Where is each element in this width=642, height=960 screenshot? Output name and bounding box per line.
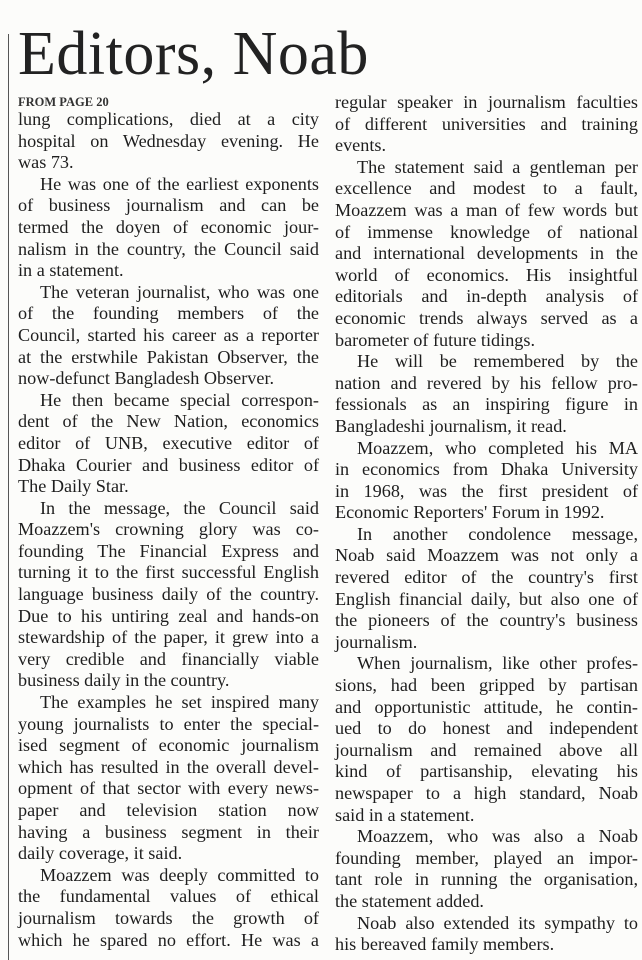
text-line: excellence and modest to a fault, bbox=[335, 178, 638, 199]
text-line: turning it to the first successful English bbox=[18, 562, 319, 583]
article-column-2 bbox=[335, 92, 638, 956]
text-line: revered editor of the country's first bbox=[335, 567, 638, 588]
article-paragraph bbox=[335, 92, 638, 157]
text-line: Moazzem, who was also a Noab bbox=[357, 826, 638, 847]
text-line: He was one of the earliest exponents bbox=[40, 173, 319, 194]
text-line: regular speaker in journalism faculties bbox=[335, 92, 638, 112]
text-line: Noab also extended its sympathy to bbox=[357, 912, 638, 933]
text-line: Bangladeshi journalism, it read. bbox=[335, 415, 567, 436]
text-line: Due to his untiring zeal and hands-on bbox=[18, 605, 319, 626]
text-line: In another condolence message, bbox=[357, 523, 638, 544]
article-paragraph bbox=[335, 351, 638, 437]
article-paragraph bbox=[335, 826, 638, 912]
article-paragraph bbox=[18, 174, 319, 282]
text-line: hospital on Wednesday evening. He bbox=[18, 130, 319, 151]
text-line: In the message, the Council said bbox=[40, 497, 319, 518]
text-line: tant role in running the organisation, bbox=[335, 869, 638, 890]
text-line: in 1968, was the first president of bbox=[335, 480, 638, 501]
text-line: events. bbox=[335, 135, 387, 156]
text-line: The statement said a gentleman per bbox=[357, 156, 638, 177]
text-line: nation and revered by his fellow pro- bbox=[335, 372, 638, 393]
text-line: Dhaka Courier and business editor of bbox=[18, 454, 319, 475]
text-line: Noab said Moazzem was not only a bbox=[335, 545, 638, 566]
article-paragraph bbox=[335, 913, 638, 956]
text-line: daily coverage, it said. bbox=[18, 843, 183, 864]
text-line: newspaper to a high standard, Noab bbox=[335, 783, 638, 803]
text-line: of the founding members of the bbox=[18, 303, 319, 324]
article-paragraph bbox=[18, 282, 319, 390]
article-paragraph bbox=[18, 865, 319, 951]
text-line: Council, started his career as a reporter bbox=[18, 324, 319, 345]
text-line: now-defunct Bangladesh Observer. bbox=[18, 368, 275, 389]
text-line: in economics from Dhaka University bbox=[335, 459, 638, 480]
text-line: Moazzem, who completed his MA bbox=[357, 437, 638, 458]
text-line: editorials and in-depth analysis of bbox=[335, 286, 638, 307]
text-line: He will be remembered by the bbox=[357, 351, 638, 372]
text-line: the fundamental values of ethical bbox=[18, 886, 319, 907]
article-paragraph bbox=[18, 109, 319, 174]
text-line: Moazzem was a man of few words but bbox=[335, 199, 638, 220]
text-line: the statement added. bbox=[335, 890, 484, 911]
text-line: lung complications, died at a city bbox=[18, 109, 319, 129]
text-line: of business journalism and can be bbox=[18, 195, 319, 216]
text-line: in a statement. bbox=[18, 260, 124, 281]
text-line: He then became special correspon- bbox=[40, 389, 319, 410]
text-line: having a business segment in their bbox=[18, 821, 319, 842]
article-paragraph bbox=[335, 438, 638, 524]
text-line: of immense knowledge of national bbox=[335, 221, 638, 242]
text-line: at the erstwhile Pakistan Observer, the bbox=[18, 346, 319, 367]
text-line: editor of UNB, executive editor of bbox=[18, 432, 319, 453]
text-line: kind of partisanship, elevating his bbox=[335, 761, 638, 782]
text-line: The examples he set inspired many bbox=[40, 692, 319, 713]
continued-from-label: FROM PAGE 20 bbox=[18, 95, 109, 109]
text-line: journalism. bbox=[335, 631, 418, 652]
text-line: The veteran journalist, who was one bbox=[40, 281, 319, 302]
article-paragraph bbox=[335, 524, 638, 654]
text-line: When journalism, like other profes- bbox=[357, 653, 638, 674]
text-line: economic trends always served as a bbox=[335, 307, 638, 328]
text-line: young journalists to enter the special- bbox=[18, 713, 319, 734]
text-line: world of economics. His insightful bbox=[335, 264, 638, 285]
text-line: founding The Financial Express and bbox=[18, 540, 319, 561]
text-line: Economic Reporters' Forum in 1992. bbox=[335, 502, 605, 523]
text-line: the pioneers of the country's business bbox=[335, 610, 638, 631]
text-line: ised segment of economic journalism bbox=[18, 735, 319, 756]
text-line: English financial daily, but also one of bbox=[335, 588, 638, 609]
text-line: dent of the New Nation, economics bbox=[18, 411, 319, 432]
article-paragraph bbox=[18, 692, 319, 865]
text-line: sions, had been gripped by partisan bbox=[335, 675, 638, 696]
text-line: very credible and financially viable bbox=[18, 648, 319, 669]
text-line: his bereaved family members. bbox=[335, 934, 555, 955]
text-line: ued to do honest and independent bbox=[335, 718, 638, 739]
text-line: which has resulted in the overall devel- bbox=[18, 756, 319, 777]
text-line: The Daily Star. bbox=[18, 476, 129, 497]
headline: Editors, Noab bbox=[18, 20, 369, 88]
text-line: nalism in the country, the Council said bbox=[18, 238, 319, 259]
text-line: which he spared no effort. He was a bbox=[18, 929, 319, 950]
text-line: said in a statement. bbox=[335, 804, 475, 825]
article-paragraph bbox=[18, 498, 319, 692]
text-line: business daily in the country. bbox=[18, 670, 230, 691]
article-column-1 bbox=[18, 109, 319, 951]
text-line: Moazzem's crowning glory was co- bbox=[18, 519, 319, 540]
text-line: fessionals as an inspiring figure in bbox=[335, 394, 638, 415]
article-paragraph bbox=[335, 653, 638, 826]
article-paragraph bbox=[18, 390, 319, 498]
text-line: stewardship of the paper, it grew into a bbox=[18, 627, 319, 648]
text-line: was 73. bbox=[18, 152, 74, 173]
article-paragraph bbox=[335, 157, 638, 351]
text-line: journalism towards the growth of bbox=[18, 907, 319, 928]
text-line: barometer of future tidings. bbox=[335, 329, 536, 350]
column-rule bbox=[8, 34, 9, 960]
text-line: Moazzem was deeply committed to bbox=[40, 864, 319, 885]
text-line: paper and television station now bbox=[18, 800, 319, 820]
text-line: language business daily of the country. bbox=[18, 584, 319, 605]
text-line: founding member, played an impor- bbox=[335, 847, 638, 868]
text-line: and opportunistic attitude, he contin- bbox=[335, 696, 638, 717]
text-line: opment of that sector with every news- bbox=[18, 778, 319, 799]
text-line: termed the doyen of economic jour- bbox=[18, 216, 319, 237]
text-line: of different universities and training bbox=[335, 113, 638, 134]
text-line: journalism and remained above all bbox=[335, 739, 638, 760]
text-line: and international developments in the bbox=[335, 243, 638, 264]
